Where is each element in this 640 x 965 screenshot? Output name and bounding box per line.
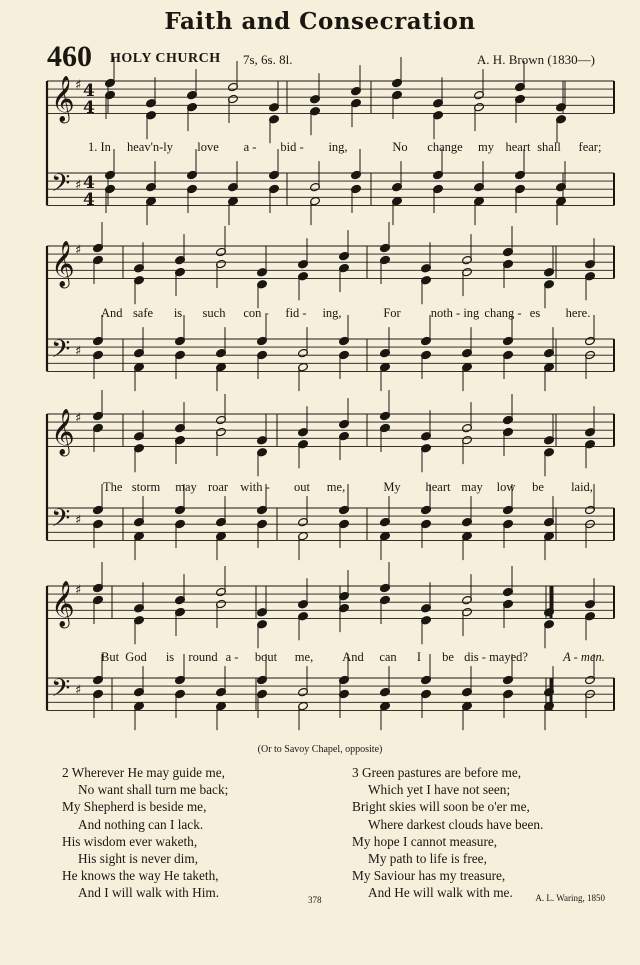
treble-clef: 𝄞 [51,241,75,287]
lyric-syllable: roar [207,480,229,494]
verse-line: Which yet I have not seen; [368,782,511,798]
lyric-syllable: such [202,306,226,320]
time-signature-bottom: 4 [83,98,95,118]
verse-line: My Shepherd is beside me, [62,799,207,815]
bass-clef: 𝄢 [51,504,71,539]
key-sharp: ♯ [75,683,82,698]
key-sharp: ♯ [75,78,82,93]
verse-line: No want shall turn me back; [78,782,229,798]
lyric-syllable: me, [294,650,314,664]
lyric-syllable: me, [326,480,346,494]
lyric-syllable: a - [243,140,257,154]
lyric-syllable: noth - ing [430,306,480,320]
lyric-syllable: And [342,650,364,664]
lyric-syllable: ing, [328,140,348,154]
verse-3 [352,764,543,902]
lyric-syllable: ing, [322,306,342,320]
lyric-syllable: God [125,650,147,664]
lyric-syllable: a - [225,650,239,664]
lyric-syllable: love [197,140,219,154]
treble-clef: 𝄞 [51,76,75,122]
lyric-syllable: bout [254,650,278,664]
lyric-syllable: be [442,650,454,664]
verse-line: My hope I cannot measure, [352,833,498,849]
lyric-syllable: dis - mayed? [464,650,528,664]
lyric-syllable: The [103,480,123,494]
verse-line: His wisdom ever waketh, [62,833,198,849]
lyric-syllable: be [532,480,544,494]
lyric-syllable: shall [537,140,561,154]
lyric-syllable: change [427,140,463,154]
lyric-syllable: No [392,140,408,154]
verse-line: 3 Green pastures are before me, [352,765,522,780]
key-sharp: ♯ [75,344,82,359]
time-signature-top: 4 [83,173,95,193]
lyric-syllable: fear; [578,140,602,154]
verse-line: Bright skies will soon be o'er me, [352,799,530,815]
treble-clef: 𝄞 [51,409,75,455]
lyric-syllable: My [383,480,401,494]
alt-tune-note: (Or to Savoy Chapel, opposite) [257,744,383,755]
composer: A. H. Brown (1830—) [476,52,595,67]
verse-line: And nothing can I lack. [78,816,204,832]
key-sharp: ♯ [75,178,82,193]
lyric-syllable: And [101,306,123,320]
lyric-syllable: con - [243,306,269,320]
lyric-syllable: low [496,480,516,494]
verse-line: And I will walk with Him. [78,885,220,901]
key-sharp: ♯ [75,243,82,258]
lyric-syllable: may [461,480,483,494]
verse-line: Where darkest clouds have been. [368,816,544,832]
lyric-syllable: here. [565,306,591,320]
bass-clef: 𝄢 [51,335,71,370]
author-credit: A. L. Waring, 1850 [535,893,605,903]
lyric-syllable: storm [131,480,161,494]
verse-line: His sight is never dim, [78,851,199,867]
page-number: 378 [308,895,322,905]
verse-line: My Saviour has my treasure, [352,868,506,884]
lyric-syllable: can [379,650,397,664]
time-signature-top: 4 [83,81,95,101]
verse-line: 2 Wherever He may guide me, [62,765,225,780]
lyric-syllable: For [383,306,401,320]
lyric-syllable: safe [132,306,154,320]
lyric-syllable: fid - [285,306,307,320]
lyric-syllable: laid, [571,480,593,494]
lyric-syllable: heart [425,480,451,494]
meter: 7s, 6s. 8l. [243,52,293,67]
lyric-syllable: may [175,480,197,494]
section-title: Faith and Consecration [164,8,476,35]
verse-line: And He will walk with me. [368,885,513,901]
tune-name: HOLY CHURCH [110,51,221,66]
lyric-syllable: is [173,306,183,320]
lyric-syllable: my [478,140,494,154]
lyric-syllable: out [294,480,310,494]
lyric-syllable: heart [505,140,531,154]
lyric-syllable: 1. In [88,140,111,154]
lyric-syllable: round [188,650,218,664]
treble-clef: 𝄞 [51,581,75,627]
lyric-syllable: bid - [280,140,304,154]
key-sharp: ♯ [75,513,82,528]
lyric-syllable: A - men. [563,650,605,664]
verse-line: My path to life is free, [368,851,487,867]
verse-2 [62,764,228,902]
lyric-syllable: chang - [484,306,522,320]
lyric-syllable: I [416,650,422,664]
key-sharp: ♯ [75,583,82,598]
lyric-syllable: But [101,650,120,664]
key-sharp: ♯ [75,411,82,426]
time-signature-bottom: 4 [83,190,95,210]
hymn-number: 460 [47,40,92,73]
lyric-syllable: with - [240,480,270,494]
bass-clef: 𝄢 [51,674,71,709]
lyric-syllable: heav'n-ly [127,140,173,154]
lyric-syllable: es [529,306,541,320]
verse-line: He knows the way He taketh, [62,868,219,884]
lyric-syllable: is [165,650,175,664]
bass-clef: 𝄢 [51,169,71,204]
